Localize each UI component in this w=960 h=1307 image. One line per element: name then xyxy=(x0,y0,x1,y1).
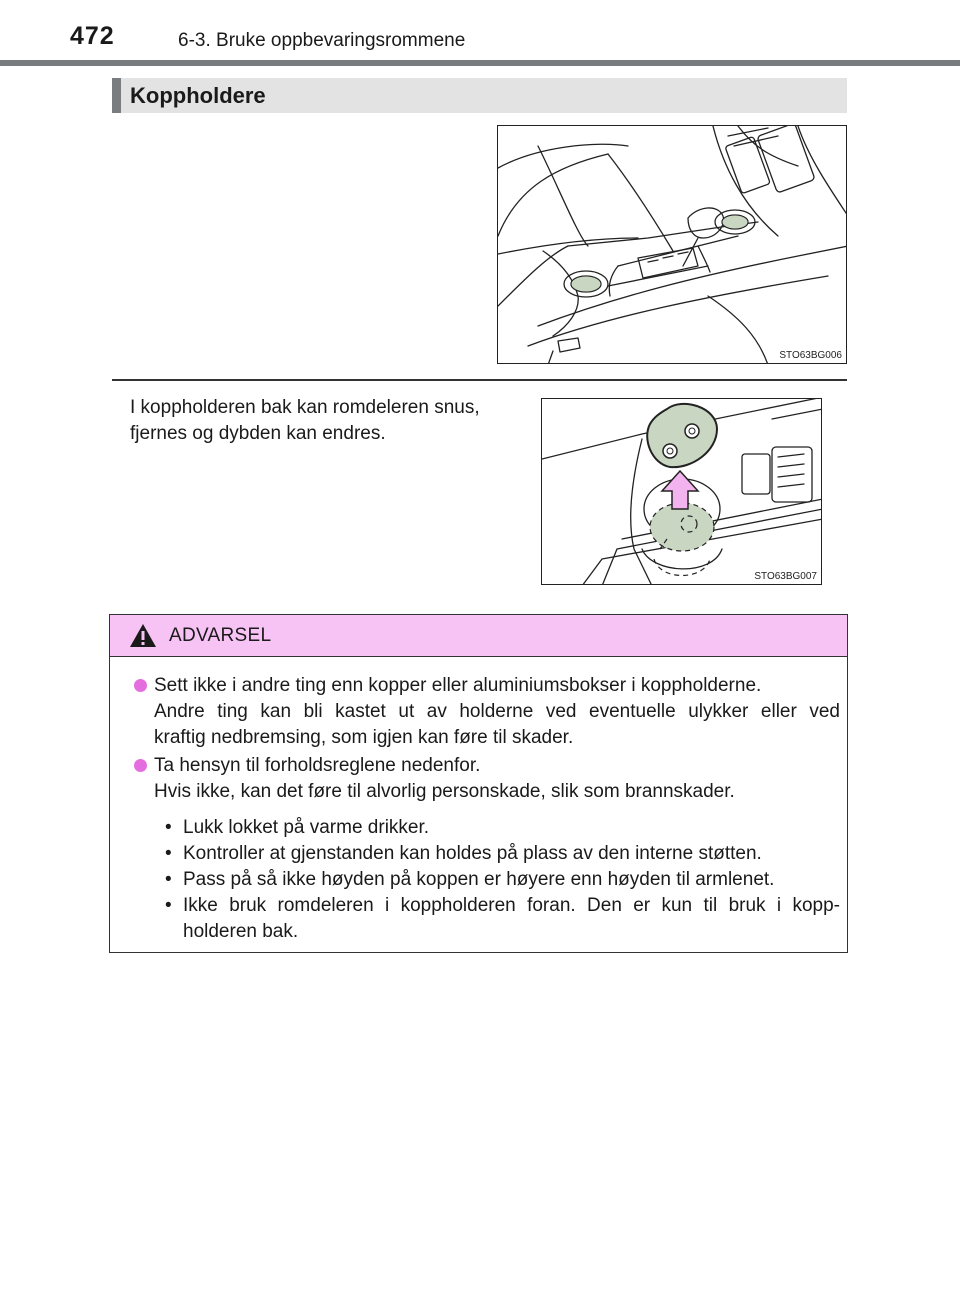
list-item-text: Lukk lokket på varme drikker. xyxy=(183,817,430,838)
section-heading-bar xyxy=(112,78,121,113)
rear-cupholder-illustration xyxy=(541,398,822,585)
figure-code: STO63BG006 xyxy=(779,350,842,361)
warning-text-line: Ta hensyn til forholdsreglene nedenfor. xyxy=(154,755,481,776)
section-divider xyxy=(112,379,847,381)
warning-title: ADVARSEL xyxy=(169,625,272,646)
body-text-line: fjernes og dybden kan endres. xyxy=(130,423,386,444)
page-number: 472 xyxy=(70,22,115,50)
body-paragraph xyxy=(130,395,520,447)
bullet: • xyxy=(165,895,172,916)
bullet-dot-icon xyxy=(134,679,147,692)
warning-text-line: Andre ting kan bli kastet ut av holderne ved eventuelle ulykker eller ved xyxy=(154,701,840,722)
warning-box xyxy=(109,614,848,953)
list-item-text: Kontroller at gjenstanden kan holdes på plass av den interne støtten. xyxy=(183,843,762,864)
lift-arrow-icon xyxy=(662,471,698,509)
list-item-text: Ikke bruk romdeleren i koppholderen foran. Den er kun til bruk i kopp- xyxy=(183,895,840,916)
figure-code: STO63BG007 xyxy=(754,571,817,582)
header-rule xyxy=(0,60,960,66)
bullet: • xyxy=(165,817,172,838)
warning-header xyxy=(110,615,847,657)
section-title: Koppholdere xyxy=(130,83,266,108)
list-item xyxy=(165,815,840,841)
warning-triangle-icon xyxy=(129,623,157,648)
list-item-text: Pass på så ikke høyden på koppen er høyere enn høyden til armlenet. xyxy=(183,869,775,890)
bullet: • xyxy=(165,843,172,864)
warning-item xyxy=(154,673,840,751)
list-item xyxy=(165,841,840,867)
list-item xyxy=(165,867,840,893)
warning-text-line: Sett ikke i andre ting enn kopper eller aluminiumsbokser i koppholderne. xyxy=(154,675,762,696)
console-drawing xyxy=(498,126,847,364)
warning-text-line: kraftig nedbremsing, som igjen kan føre til skader. xyxy=(154,727,574,748)
removed-divider xyxy=(647,404,717,467)
warning-text-line: Hvis ikke, kan det føre til alvorlig personskade, slik som brannskader. xyxy=(154,781,735,802)
bullet: • xyxy=(165,869,172,890)
rear-cupholder-highlight xyxy=(722,215,748,229)
front-cupholder-highlight xyxy=(571,276,601,292)
warning-item xyxy=(154,753,840,945)
front-cupholder-illustration xyxy=(497,125,847,364)
list-item-text: holderen bak. xyxy=(183,921,299,942)
divider-drawing xyxy=(542,399,822,585)
bullet-dot-icon xyxy=(134,759,147,772)
chapter-title: 6-3. Bruke oppbevaringsrommene xyxy=(178,30,466,51)
list-item xyxy=(165,893,840,945)
section-heading xyxy=(112,78,847,113)
precaution-list xyxy=(165,815,840,945)
body-text-line: I koppholderen bak kan romdeleren snus, xyxy=(130,397,480,418)
